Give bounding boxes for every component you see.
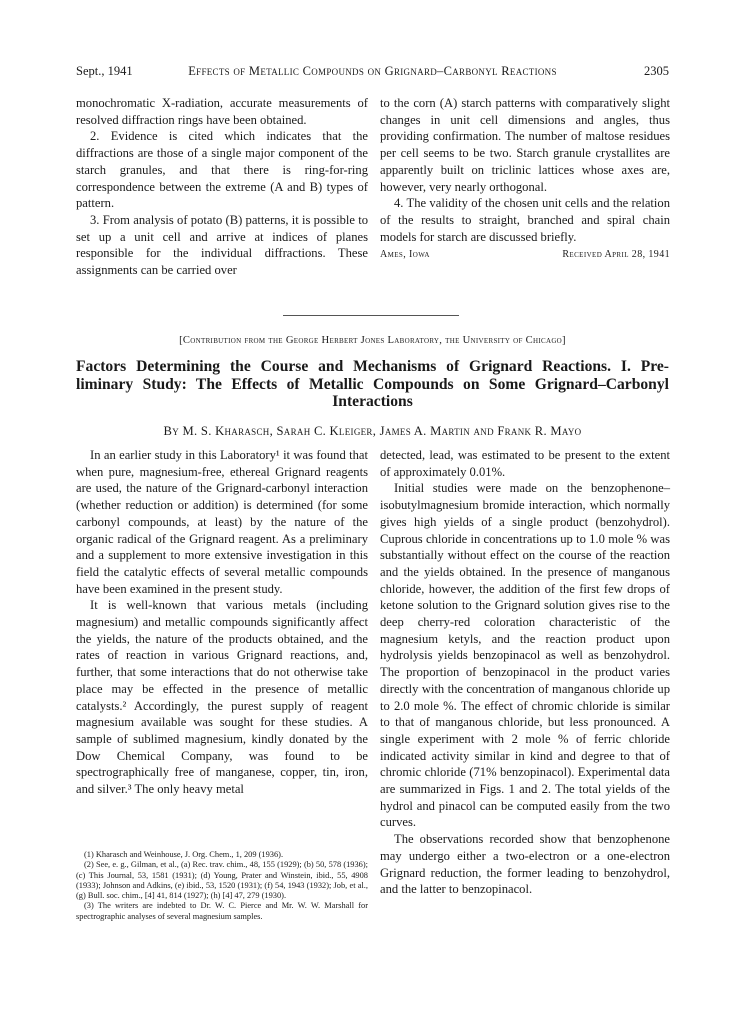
title-line: Interactions <box>332 393 413 410</box>
body-paragraph: In an earlier study in this Laboratory¹ it was found that when pure, magnesium-free, ethereal Grignard reagents are used, the nature of the Grignard-carbonyl interaction (whether reduction or addition) is determined (for some carbonyl compounds, at least) by the nature of the organic radical of the Grignard reagent. As a preliminary and a supplement to more extensive investigation in this field the catalytic effects of several metallic compounds have been examined in the present study. <box>76 448 368 596</box>
summary-paragraph: 2. Evidence is cited which indicates that the diffractions are those of a single major component of the starch granules, and that there is ring-for-ring correspondence between the extreme (A and B) types of pattern. <box>76 129 368 211</box>
title-line: liminary Study: The Effects of Metallic Compounds on Some Grignard–Carbonyl <box>76 375 669 393</box>
received-date: Received April 28, 1941 <box>562 249 670 261</box>
header-running-title: Effects of Metallic Compounds on Grignard–Carbonyl Reactions <box>188 64 557 78</box>
header-date: Sept., 1941 <box>76 64 133 78</box>
page-number: 2305 <box>644 64 669 78</box>
footnote: (2) See, e. g., Gilman, et al., (a) Rec. trav. chim., 48, 155 (1929); (b) 50, 578 (1936); (c) This Journal, 53, 1581 (1931); (d) Young, Prater and Winstein, ibid., 55, 4908 (1933); Johnson and Adkins, (e) ibid., 53, 1520 (1931); (f) 54, 1943 (1932); Job, et al., (g) Bull. soc. chim., [4] 41, 814 (1927); (h) [4] 47, 279 (1930). <box>76 860 368 901</box>
body-paragraph: The observations recorded show that benzophenone may undergo either a two-electron or a one-electron Grignard reduction, the former leading to benzohydrol, and the latter to benzopinacol. <box>380 832 670 897</box>
summary-paragraph: monochromatic X-radiation, accurate measurements of resolved diffraction rings have been obtained. <box>76 96 368 127</box>
body-right-column <box>380 447 670 898</box>
summary-paragraph: 4. The validity of the chosen unit cells and the relation of the results to straight, branched and spiral chain models for starch are discussed briefly. <box>380 196 670 244</box>
location: Ames, Iowa <box>380 249 430 261</box>
body-paragraph: It is well-known that various metals (including magnesium) and metallic compounds significantly affect the yields, the nature of the products obtained, and the rates of reaction in various Grignard reactions, and, further, that some interactions that do not otherwise take place may be effected in the presence of metallic catalysts.² Accordingly, the purest supply of reagent magnesium available was sought for these studies. A sample of sublimed magnesium, kindly donated by the Dow Chemical Company, was found to be spectrographically free of manganese, copper, tin, iron, and silver.³ The only heavy metal <box>76 598 368 797</box>
footnote: (3) The writers are indebted to Dr. W. C. Pierce and Mr. W. W. Marshall for spectrographic analyses of several magnesium samples. <box>76 901 368 921</box>
title-line: Factors Determining the Course and Mechanisms of Grignard Reactions. I. Pre- <box>76 358 669 375</box>
footnote: (1) Kharasch and Weinhouse, J. Org. Chem., 1, 209 (1936). <box>84 850 284 859</box>
running-header <box>76 64 669 82</box>
body-left-column <box>76 447 368 798</box>
previous-article-right-column <box>380 95 670 263</box>
previous-article-left-column <box>76 95 368 279</box>
received-line <box>380 247 670 263</box>
summary-paragraph: 3. From analysis of potato (B) patterns, it is possible to set up a unit cell and arrive at indices of planes responsible for the individual diffractions. These assignments can be carried over <box>76 212 368 278</box>
summary-paragraph: to the corn (A) starch patterns with comparatively slight changes in unit cell dimensions and angles, thus providing confirmation. The number of maltose residues per cell seems to be two. Starch granule crystallites are apparently built on triclinic lattices whose axes are, however, very nearly orthogonal. <box>380 96 670 194</box>
section-divider <box>283 315 459 316</box>
article-title <box>76 358 669 411</box>
author-line: By M. S. Kharasch, Sarah C. Kleiger, James A. Martin and Frank R. Mayo <box>163 424 582 438</box>
footnotes <box>76 850 368 922</box>
body-paragraph: Initial studies were made on the benzophenone–isobutylmagnesium bromide interaction, which normally gives high yields of a single product (benzohydrol). Cuprous chloride in concentrations up to 1.0 mole % was substantially without effect on the course of the reaction and the yields obtained. In the presence of manganous chloride, however, the addition of the first few drops of ketone solution to the Grignard solution gives rise to the deep cherry-red coloration characteristic of the magnesium ketyls, and the reaction product upon hydrolysis yields benzopinacol as well as benzohydrol. The proportion of benzopinacol in the product varies directly with the concentration of manganous chloride up to 2.0 mole %. The effect of chromic chloride is similar to that of manganous chloride, but less pronounced. A single experiment with 2 mole % of ferric chloride indicated activity similar in kind and degree to that of chromic chloride (71% benzopinacol). Experimental data are summarized in Figs. 1 and 2. The total yields of the hydrol and pinacol can be computed easily from the two curves. <box>380 481 670 830</box>
body-paragraph: detected, lead, was estimated to be present to the extent of approximately 0.01%. <box>380 448 670 479</box>
contribution-note: [Contribution from the George Herbert Jones Laboratory, the University of Chicago] <box>179 335 566 346</box>
